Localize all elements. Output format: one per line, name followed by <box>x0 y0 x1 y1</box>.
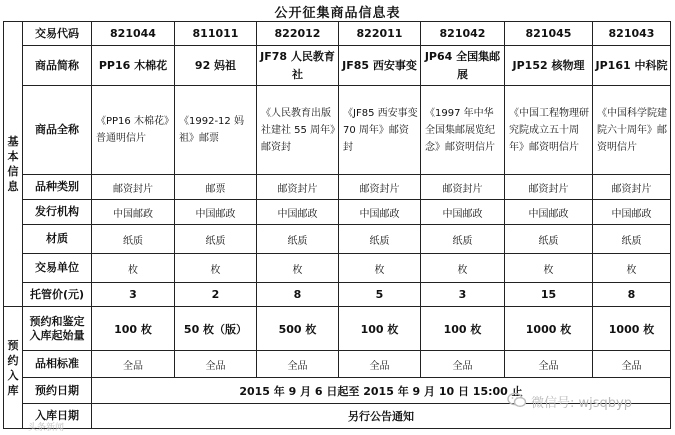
cell-issuer: 中国邮政 <box>175 200 257 225</box>
label-pre-date: 预约日期 <box>23 378 92 404</box>
cell-min-qty: 1000 枚 <box>505 307 593 351</box>
cell-full-name: 《1992-12 妈祖》邮票 <box>175 86 257 175</box>
cell-unit: 枚 <box>175 254 257 283</box>
cell-material: 纸质 <box>593 225 671 254</box>
cell-full-name: 《中国工程物理研究院成立五十周年》邮资明信片 <box>505 86 593 175</box>
cell-category: 邮资封片 <box>505 175 593 200</box>
cell-in-date: 另行公告通知 <box>92 404 671 429</box>
cell-min-qty: 100 枚 <box>421 307 505 351</box>
label-in-date: 入库日期 <box>23 404 92 429</box>
cell-material: 纸质 <box>175 225 257 254</box>
cell-min-qty: 1000 枚 <box>593 307 671 351</box>
cell-category: 邮资封片 <box>593 175 671 200</box>
label-quality: 品相标准 <box>23 351 92 378</box>
cell-short-name: PP16 木棉花 <box>92 46 175 86</box>
cell-code: 821043 <box>593 22 671 46</box>
cell-min-qty: 100 枚 <box>92 307 175 351</box>
cell-code: 822012 <box>257 22 339 46</box>
cell-material: 纸质 <box>505 225 593 254</box>
cell-quality: 全品 <box>175 351 257 378</box>
cell-issuer: 中国邮政 <box>505 200 593 225</box>
label-unit: 交易单位 <box>23 254 92 283</box>
cell-full-name: 《PP16 木棉花》普通明信片 <box>92 86 175 175</box>
cell-short-name: JF78 人民教育社 <box>257 46 339 86</box>
cell-short-name: 92 妈祖 <box>175 46 257 86</box>
cell-min-qty: 100 枚 <box>339 307 421 351</box>
cell-issuer: 中国邮政 <box>593 200 671 225</box>
cell-unit: 枚 <box>339 254 421 283</box>
label-issuer: 发行机构 <box>23 200 92 225</box>
label-price: 托管价(元) <box>23 283 92 307</box>
table-title: 公开征集商品信息表 <box>274 6 401 21</box>
row-material <box>4 225 671 254</box>
row-unit <box>4 254 671 283</box>
cell-full-name: 《人民教育出版社建社 55 周年》邮资封 <box>257 86 339 175</box>
row-min-qty <box>4 307 671 351</box>
cell-issuer: 中国邮政 <box>421 200 505 225</box>
source-mark: 头条新闻 <box>28 423 65 433</box>
cell-issuer: 中国邮政 <box>257 200 339 225</box>
cell-min-qty: 50 枚（版） <box>175 307 257 351</box>
label-short-name: 商品简称 <box>23 46 92 86</box>
cell-material: 纸质 <box>92 225 175 254</box>
cell-category: 邮资封片 <box>92 175 175 200</box>
cell-full-name: 《JF85 西安事变 70 周年》邮资封 <box>339 86 421 175</box>
row-issuer <box>4 200 671 225</box>
cell-pre-date: 2015 年 9 月 6 日起至 2015 年 9 月 10 日 15:00 止 <box>92 378 671 404</box>
cell-quality: 全品 <box>593 351 671 378</box>
label-category: 品种类别 <box>23 175 92 200</box>
cell-quality: 全品 <box>339 351 421 378</box>
label-code: 交易代码 <box>23 22 92 46</box>
cell-price: 8 <box>257 283 339 307</box>
cell-short-name: JP64 全国集邮展 <box>421 46 505 86</box>
row-full-name <box>4 86 671 175</box>
cell-price: 2 <box>175 283 257 307</box>
cell-unit: 枚 <box>257 254 339 283</box>
cell-price: 3 <box>421 283 505 307</box>
section-basic-info: 基 本 信 息 <box>4 22 23 307</box>
cell-price: 3 <box>92 283 175 307</box>
row-price <box>4 283 671 307</box>
cell-min-qty: 500 枚 <box>257 307 339 351</box>
cell-short-name: JP152 核物理 <box>505 46 593 86</box>
cell-code: 821042 <box>421 22 505 46</box>
cell-unit: 枚 <box>92 254 175 283</box>
cell-quality: 全品 <box>257 351 339 378</box>
cell-category: 邮资封片 <box>421 175 505 200</box>
cell-quality: 全品 <box>421 351 505 378</box>
wechat-icon <box>507 392 527 408</box>
cell-code: 822011 <box>339 22 421 46</box>
cell-price: 5 <box>339 283 421 307</box>
cell-full-name: 《中国科学院建院六十周年》邮资明信片 <box>593 86 671 175</box>
cell-full-name: 《1997 年中华全国集邮展览纪念》邮资明信片 <box>421 86 505 175</box>
wechat-watermark <box>507 390 667 414</box>
section-pre-storage: 预 约 入 库 <box>4 307 23 429</box>
cell-issuer: 中国邮政 <box>92 200 175 225</box>
row-short-name <box>4 46 671 86</box>
cell-material: 纸质 <box>339 225 421 254</box>
label-full-name: 商品全称 <box>23 86 92 175</box>
cell-short-name: JP161 中科院 <box>593 46 671 86</box>
cell-code: 811011 <box>175 22 257 46</box>
cell-category: 邮票 <box>175 175 257 200</box>
product-info-table <box>3 21 671 429</box>
cell-code: 821044 <box>92 22 175 46</box>
label-min-qty: 预约和鉴定入库起始量 <box>23 307 92 351</box>
cell-unit: 枚 <box>593 254 671 283</box>
row-code <box>4 22 671 46</box>
cell-unit: 枚 <box>505 254 593 283</box>
cell-category: 邮资封片 <box>339 175 421 200</box>
cell-unit: 枚 <box>421 254 505 283</box>
cell-quality: 全品 <box>92 351 175 378</box>
cell-code: 821045 <box>505 22 593 46</box>
cell-short-name: JF85 西安事变 <box>339 46 421 86</box>
watermark-text: 微信号: wjsqbyp <box>531 396 632 411</box>
cell-material: 纸质 <box>421 225 505 254</box>
row-category <box>4 175 671 200</box>
cell-price: 15 <box>505 283 593 307</box>
cell-material: 纸质 <box>257 225 339 254</box>
cell-price: 8 <box>593 283 671 307</box>
cell-category: 邮资封片 <box>257 175 339 200</box>
cell-issuer: 中国邮政 <box>339 200 421 225</box>
row-quality <box>4 351 671 378</box>
cell-quality: 全品 <box>505 351 593 378</box>
label-material: 材质 <box>23 225 92 254</box>
